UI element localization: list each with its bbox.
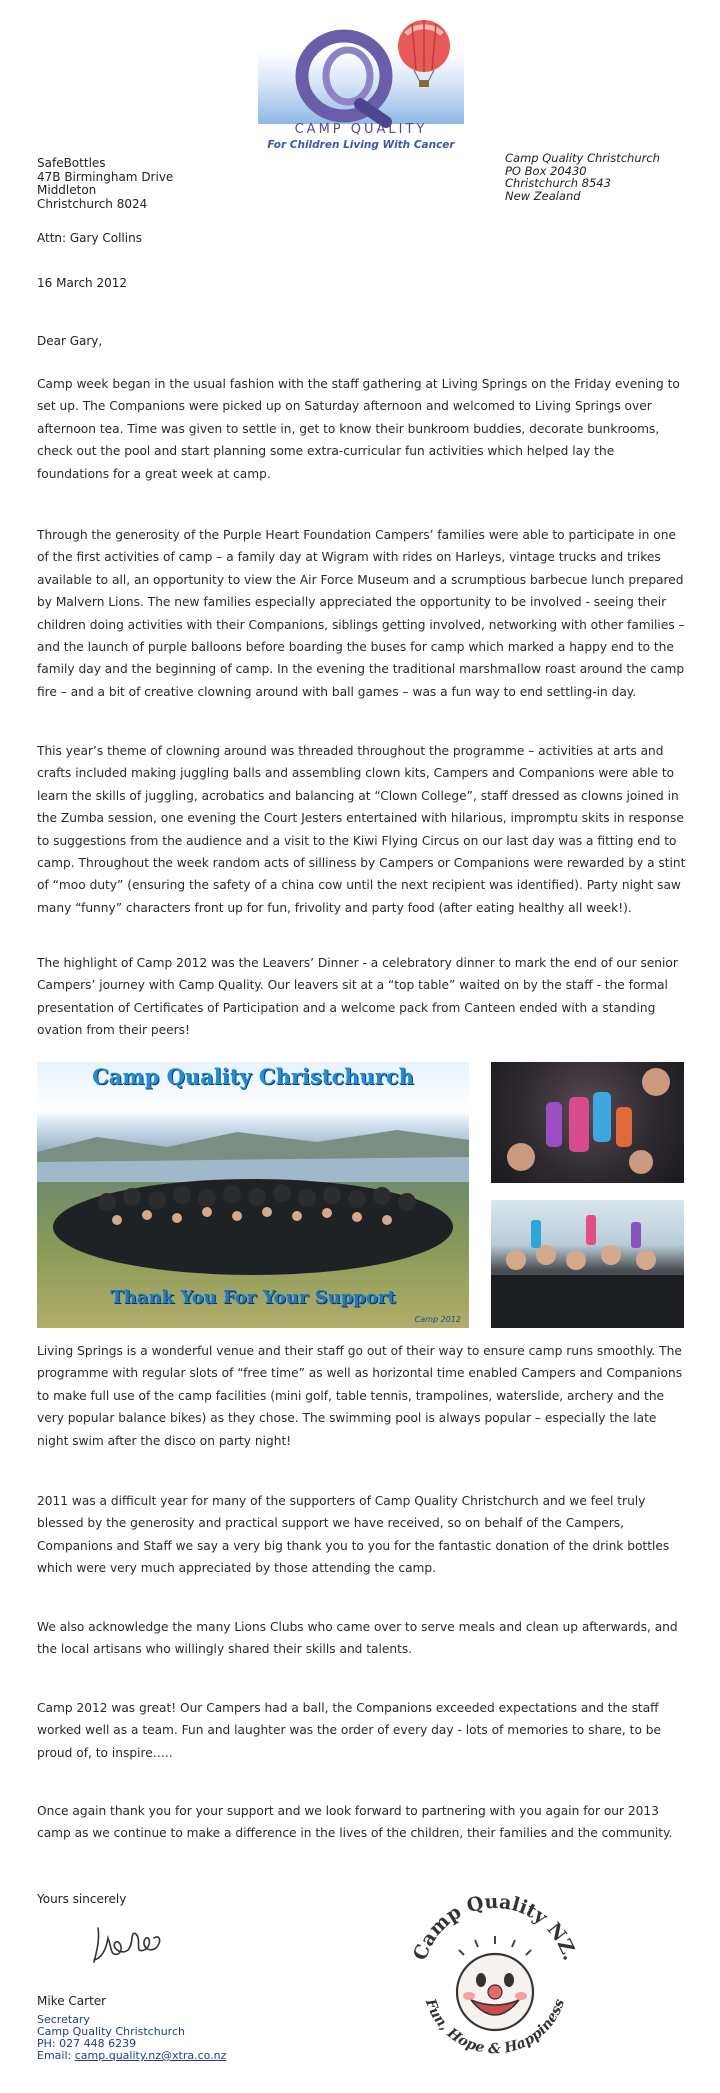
body-paragraph: Living Springs is a wonderful venue and their staff go out of their way to ensure camp runs smoothly. The programme with regular slots of “free time” as well as horizontal time enabled Campers and Companions to make full use of the camp facilities (mini golf, table tennis, trampolines, waterslide, archery and the very popular balance bikes) as they chose. The swimming pool is always popular – especially the late night swim after the disco on party night! bbox=[37, 1344, 683, 1448]
camp-quality-nz-stamp bbox=[395, 1880, 595, 2085]
signatory-email-row bbox=[37, 2050, 226, 2062]
email-link[interactable]: camp.quality.nz@xtra.co.nz bbox=[74, 2049, 227, 2062]
signatory-phone: PH: 027 448 6239 bbox=[37, 2037, 137, 2050]
body-paragraph: Through the generosity of the Purple Heart Foundation Campers’ families were able to participate in one of the first activities of camp – a family day at Wigram with rides on Harleys, vintage trucks and trikes available to all, an opportunity to view the Air Force Museum and a scrumptious barbecue lunch prepared by Malvern Lions. The new families especially appreciated the opportunity to be involved - seeing their children doing activities with their Companions, siblings getting involved, networking with other families – and the launch of purple balloons before boarding the buses for camp which marked a happy end to the family day and the beginning of camp. In the evening the traditional marshmallow roast around the camp fire – and a bit of creative clowning around with ball games – was a fun way to end settling-in day. bbox=[37, 528, 685, 699]
group-crowd-graphic bbox=[37, 1112, 469, 1282]
photo-corner-label: Camp 2012 bbox=[414, 1315, 461, 1324]
letter-date: 16 March 2012 bbox=[37, 276, 128, 290]
bottles-photo-bottom bbox=[491, 1200, 684, 1328]
body-paragraph: Camp 2012 was great! Our Campers had a ball, the Companions exceeded expectations and the staff worked well as a team. Fun and laughter was the order of every day - lots of memories to share, to be proud of, to inspire….. bbox=[37, 1701, 662, 1760]
return-address-line: PO Box 20430 bbox=[505, 163, 587, 178]
recipient-line: Middleton bbox=[37, 183, 97, 198]
logo-tagline: For Children Living With Cancer bbox=[267, 139, 455, 151]
signatory-org: Camp Quality Christchurch bbox=[37, 2025, 185, 2038]
recipient-line: 47B Birmingham Drive bbox=[37, 169, 174, 184]
body-paragraph: This year’s theme of clowning around was threaded throughout the programme – activities at arts and crafts included making juggling balls and assembling clown kits, Campers and Companions were able to learn the skills of juggling, acrobatics and balancing at “Clown College”, staff dressed as clowns joined in the Zumba session, one evening the Court Jesters entertained with hilarious, impromptu skits in response to suggestions from the audience and a visit to the Kiwi Flying Circus on our last day was a fitting end to camp. Throughout the week random acts of silliness by Campers or Companions were rewarded by a stint of “moo duty” (ensuring the safety of a china cow until the next recipient was identified). Party night saw many “funny” characters front up for fun, frivolity and party food (after eating healthy all week!). bbox=[37, 744, 686, 915]
return-address-line: New Zealand bbox=[505, 188, 581, 203]
stamp-top-text: Camp Quality NZ. bbox=[409, 1890, 581, 1964]
logo-org-name: CAMP QUALITY bbox=[294, 122, 428, 137]
bottles-graphic bbox=[491, 1062, 684, 1183]
signatory-title: Secretary bbox=[37, 2013, 90, 2026]
camp-quality-logo bbox=[256, 12, 466, 157]
group-photo bbox=[37, 1062, 469, 1328]
signature-block bbox=[37, 1995, 226, 2062]
closing: Yours sincerely bbox=[37, 1892, 127, 1906]
return-address-line: Camp Quality Christchurch bbox=[505, 151, 660, 165]
return-address-line: Christchurch 8543 bbox=[505, 176, 611, 191]
body-paragraph: The highlight of Camp 2012 was the Leavers’ Dinner - a celebratory dinner to mark the end of our senior Campers’ journey with Camp Quality. Our leavers sit at a “top table” waited on by the staff - the formal presentation of Certificates of Participation and a welcome pack from Canteen ended with a standing ovation from their peers! bbox=[37, 956, 678, 1038]
photo-thank-you: Thank You For Your Support bbox=[110, 1287, 396, 1308]
body-paragraph: Camp week began in the usual fashion with the staff gathering at Living Springs on the Friday evening to set up. The Companions were picked up on Saturday afternoon and welcomed to Living Springs over afternoon tea. Time was given to settle in, get to know their bunkroom buddies, decorate bunkrooms, check out the pool and start planning some extra-curricular fun activities which helped lay the foundations for a great week at camp. bbox=[37, 377, 680, 481]
recipient-line: SafeBottles bbox=[37, 156, 106, 170]
body-paragraph: Once again thank you for your support and we look forward to partnering with you again for our 2013 camp as we continue to make a difference in the lives of the children, their families and the community. bbox=[37, 1804, 673, 1841]
salutation: Dear Gary, bbox=[37, 334, 103, 348]
signatory-name: Mike Carter bbox=[37, 1994, 107, 2008]
attention-line: Attn: Gary Collins bbox=[37, 231, 142, 245]
return-address bbox=[505, 152, 660, 202]
smiley-face-icon bbox=[457, 1936, 533, 2030]
bottles-photo-top bbox=[491, 1062, 684, 1183]
body-paragraph: We also acknowledge the many Lions Clubs who came over to serve meals and clean up afterwards, and the local artisans who willingly shared their skills and talents. bbox=[37, 1620, 678, 1657]
stamp-bottom-text: Fun, Hope & Happiness bbox=[421, 1996, 569, 2058]
handwritten-signature bbox=[90, 1920, 180, 1970]
body-paragraph: 2011 was a difficult year for many of the supporters of Camp Quality Christchurch and we feel truly blessed by the generosity and practical support we have received, so on behalf of the Campers, Companions and Staff we say a very big thank you to you for the fantastic donation of the drink bottles which were very much appreciated by those attending the camp. bbox=[37, 1494, 670, 1576]
recipient-line: Christchurch 8024 bbox=[37, 196, 148, 211]
recipient-address bbox=[37, 157, 173, 211]
photo-title: Camp Quality Christchurch bbox=[92, 1064, 414, 1089]
email-label: Email: bbox=[37, 2049, 72, 2062]
group-bottles-graphic bbox=[491, 1200, 684, 1328]
